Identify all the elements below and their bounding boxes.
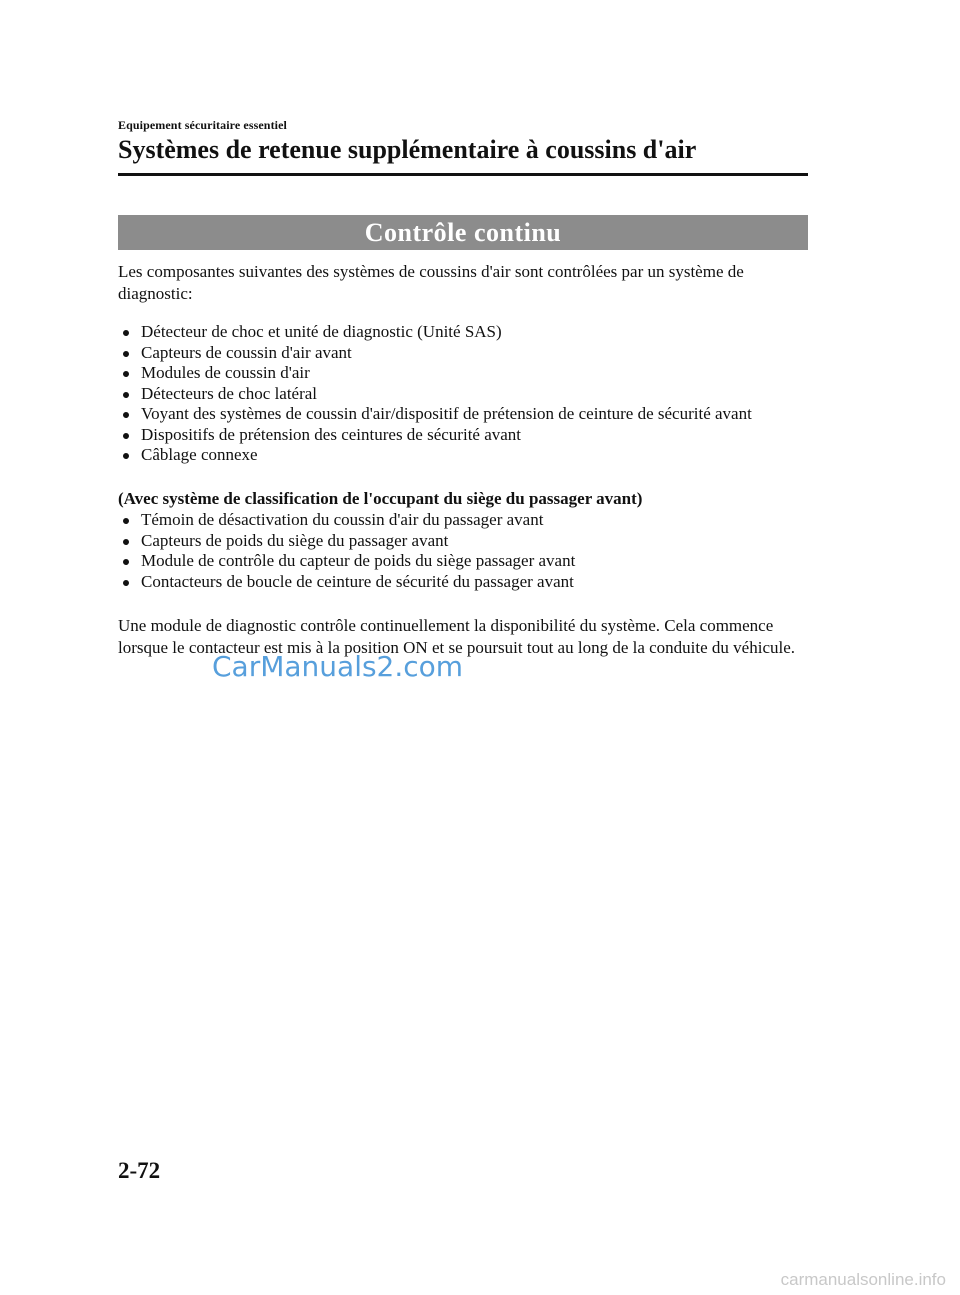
bullet-icon xyxy=(123,453,129,459)
bullet-icon xyxy=(123,559,129,565)
list-item-text: Voyant des systèmes de coussin d'air/dispositif de prétension de ceinture de sécurité avant xyxy=(141,404,752,423)
bullet-icon xyxy=(123,580,129,586)
closing-paragraph: Une module de diagnostic contrôle continuellement la disponibilité du système. Cela commence lorsque le contacteur est mis à la position ON et se poursuit tout au long de la conduite du véhicule. xyxy=(118,616,796,657)
list-item xyxy=(118,531,808,552)
occupant-system-subheading: (Avec système de classification de l'occupant du siège du passager avant) xyxy=(118,489,643,508)
component-list xyxy=(118,322,808,466)
list-item-text: Détecteurs de choc latéral xyxy=(141,383,318,403)
list-item-text: Dispositifs de prétension des ceintures de sécurité avant xyxy=(141,424,522,444)
bullet-icon xyxy=(123,518,129,524)
list-item xyxy=(118,404,808,425)
list-item xyxy=(118,384,808,405)
intro-paragraph: Les composantes suivantes des systèmes de coussins d'air sont contrôlées par un système de diagnostic: xyxy=(118,262,744,303)
chapter-title: Systèmes de retenue supplémentaire à coussins d'air xyxy=(118,135,697,164)
list-item-text: Module de contrôle du capteur de poids du siège passager avant xyxy=(141,551,576,570)
section-banner xyxy=(118,215,808,250)
list-item-text: Capteurs de coussin d'air avant xyxy=(141,342,352,362)
section-label: Equipement sécuritaire essentiel xyxy=(118,118,287,132)
bullet-icon xyxy=(123,351,129,357)
carmanuals-watermark: CarManuals2.com xyxy=(212,650,464,683)
list-item-text: Câblage connexe xyxy=(141,445,258,464)
banner-title: Contrôle continu xyxy=(364,217,562,247)
list-item xyxy=(118,425,808,446)
bullet-icon xyxy=(123,539,129,545)
occupant-component-list xyxy=(118,510,808,592)
list-item xyxy=(118,572,808,593)
list-item xyxy=(118,445,808,466)
list-item-text: Témoin de désactivation du coussin d'air du passager avant xyxy=(141,510,544,529)
bullet-icon xyxy=(123,392,129,398)
list-item xyxy=(118,510,808,531)
list-item-text: Contacteurs de boucle de ceinture de sécurité du passager avant xyxy=(141,571,574,591)
bullet-icon xyxy=(123,433,129,439)
list-item xyxy=(118,551,808,572)
footer-watermark: carmanualsonline.info xyxy=(780,1270,946,1289)
list-item xyxy=(118,322,808,343)
page-number: 2-72 xyxy=(118,1158,161,1183)
list-item-text: Capteurs de poids du siège du passager avant xyxy=(141,530,449,550)
bullet-icon xyxy=(123,330,129,336)
title-divider xyxy=(118,173,808,176)
list-item xyxy=(118,363,808,384)
bullet-icon xyxy=(123,412,129,418)
list-item-text: Détecteur de choc et unité de diagnostic (Unité SAS) xyxy=(141,322,502,341)
list-item xyxy=(118,343,808,364)
bullet-icon xyxy=(123,371,129,377)
list-item-text: Modules de coussin d'air xyxy=(141,363,310,382)
